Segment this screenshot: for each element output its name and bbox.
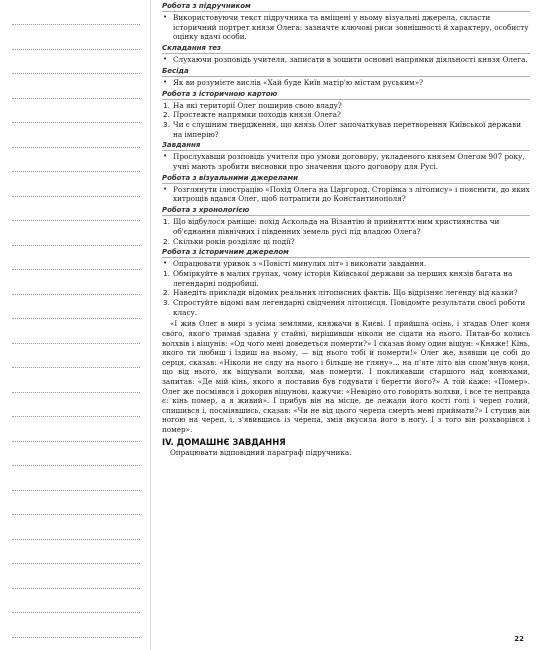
task-text: Розглянути ілюстрацію «Похід Олега на Царгород. Сторінка з літопису» і пояснити, до яких хитрощів вдався Олег, щоб потрапити до Константинополя? [173,184,530,204]
note-line [12,514,140,515]
number-marker: 3. [163,119,170,129]
section-heading: Бесіда [162,67,530,77]
task-item [162,288,530,298]
task-item [162,152,530,171]
lesson-content [162,0,530,650]
number-marker: 1. [163,268,170,278]
task-text: На які території Олег поширив свою владу? [173,100,342,110]
task-text: Спростуйте відомі вам легендарні свідчення літописця. Повідомте результати своєї роботи класу. [173,298,526,317]
note-line [12,588,140,589]
note-line [12,343,140,344]
note-line [12,73,140,74]
section-heading: Робота з підручником [162,2,530,12]
task-text: Що відбулося раніше: похід Аскольда на Візантію й прийняття ним християнства чи об'єднання північних і південних земель русі під владою Олега? [173,217,500,236]
number-marker: 1. [163,217,170,227]
task-item [162,13,530,42]
number-marker: 2. [163,236,170,246]
section-heading: Робота з візуальними джерелами [162,174,530,184]
number-marker: 1. [163,100,170,110]
note-line [12,98,140,99]
note-line [12,441,140,442]
section-heading: Робота з хронологією [162,206,530,216]
note-line [12,318,140,319]
task-item [162,217,530,236]
task-item [162,298,530,317]
note-line [12,245,140,246]
task-item [162,78,530,88]
task-item [162,55,530,65]
task-item [162,120,530,139]
note-line [12,367,140,368]
task-item [162,110,530,120]
notes-margin [0,0,151,650]
bullet-marker: • [163,77,168,86]
note-line [12,49,140,50]
note-line [12,147,140,148]
chronicle-quote: «І жив Олег в мирі з усіма землями, княжачи в Києві. І прийшла осінь, і згадав Олег коня свого, якого тримав здавна у стайні, вирішивши ніколи не сідати на нього. Питав-бо колись волхвів і віщунів: «Од чого мені доведеться померти?» І сказав йому один віщун: «Княже! Кінь, якого ти любиш і їздиш на ньому, — від нього тобі й померти!» Олег же, взявши це собі до серця, сказав: «Ніколи не сяду на нього і більше не гляну»... на п'яте літо він спом'янув коня, що від нього, як віщували волхви, мав померти. І покликавши старшого над конюхами, запитав: «Де мій кінь, якого я поставив був годувати і берегти його?» А той каже: «Помер». Олег же посміявся і докорив віщунові, кажучи: «Невірно ото говорять волхви, і все те неправда є: кінь помер, а я живий». І прибув він на місце, де лежали його кості голі і череп голий, спишився і, посміявшись, сказав: «Чи не від цього черепа смерть мені приймати?» І ступив він ногою на череп, і, з'явившись із черепа, змія вкусила його в ногу. І з того він розхворівся і помер». [162,319,530,434]
bullet-marker: • [163,152,168,161]
section-heading: Робота з історичною картою [162,90,530,100]
note-line [12,196,140,197]
bullet-marker: • [163,55,168,64]
number-marker: 2. [163,110,170,120]
task-text: Прослухавши розповідь учителя про умови договору, укладеного князем Олегом 907 року, учні мають зробити висновки про значення цього договору для Русі. [173,152,525,172]
task-text: Як ви розумієте вислів «Хай буде Київ матір'ю містам руським»? [173,77,424,87]
note-line [12,269,140,270]
note-line [12,294,140,295]
task-item [162,237,530,247]
note-line [12,416,140,417]
note-line [12,465,140,466]
lesson-sections [162,2,530,317]
task-item [162,101,530,111]
bullet-marker: • [163,13,168,21]
section-heading: Завдання [162,141,530,151]
homework-text: Опрацювати відповідний параграф підручника. [170,448,352,458]
task-text: Використовуючи текст підручника та вміщені у ньому візуальні джерела, скласти історичний портрет князя Олега: зазначте ключові риси зовнішності й характеру, особисту оцінку вдачі особи. [173,13,529,42]
task-item [162,269,530,288]
task-text: Слухаючи розповідь учителя, записати в зошити основні напрямки діяльності князя Олега. [173,55,528,65]
number-marker: 3. [163,298,170,308]
note-line [12,392,140,393]
note-line [12,612,140,613]
task-text: Опрацювати уривок з «Повісті минулих літ» і виконати завдання. [173,259,427,269]
task-text: Наведіть приклади відомих реальних літописних фактів. Що відрізняє легенду від казки? [173,288,518,298]
number-marker: 2. [163,288,170,298]
note-line [12,539,140,540]
section-heading: Робота з історичним джерелом [162,248,530,258]
section-heading: Складання тез [162,44,530,54]
homework-heading: IV. ДОМАШНЄ ЗАВДАННЯ [162,436,286,447]
note-line [12,637,140,638]
task-text: Простежте напрямки походів князя Олега? [173,110,341,120]
note-line [12,490,140,491]
task-item [162,185,530,204]
bullet-marker: • [163,259,168,268]
page-number: 22 [514,635,524,643]
task-item [162,259,530,269]
note-line [12,563,140,564]
task-text: Обміркуйте в малих групах, чому історія Київської держави за перших князів багата на легендарні подробиці. [173,268,513,288]
note-line [12,220,140,221]
task-text: Скільки років розділяє ці події? [173,236,295,246]
note-line [12,122,140,123]
task-text: Чи є слушним твердження, що князь Олег започаткував перетворення Київської держави на імперію? [173,119,522,139]
note-line [12,24,140,25]
bullet-marker: • [163,184,168,193]
note-line [12,171,140,172]
